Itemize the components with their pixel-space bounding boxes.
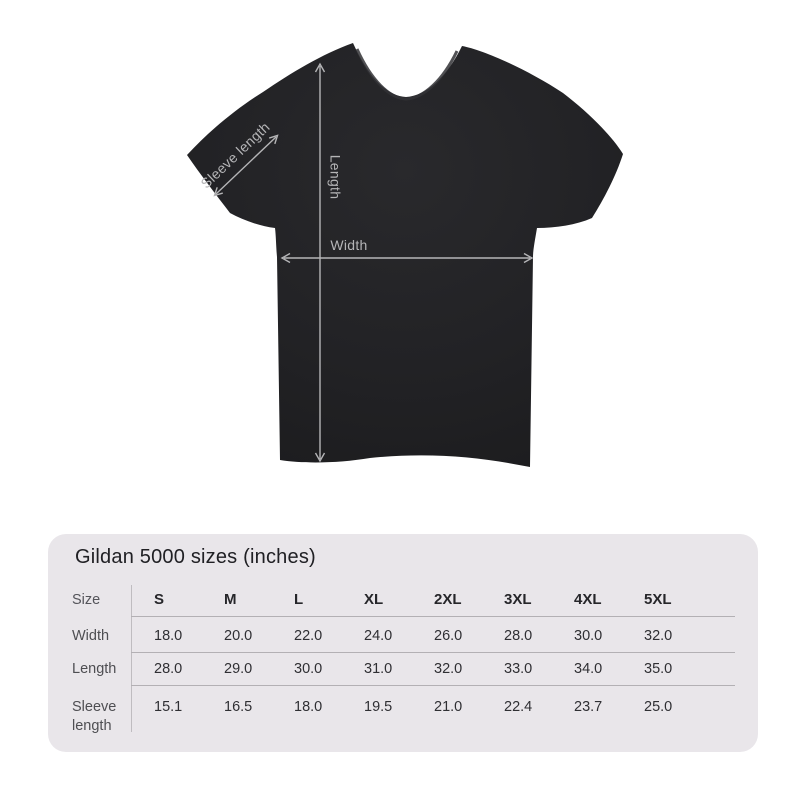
size-chart-panel — [48, 534, 758, 752]
sleeve-value: 19.5 — [364, 699, 393, 715]
row-divider — [131, 616, 735, 617]
size-col-header: 3XL — [504, 591, 532, 608]
length-value: 30.0 — [294, 661, 323, 677]
length-arrow-label: Length — [327, 154, 344, 200]
size-col-header: M — [224, 591, 237, 608]
tshirt-silhouette — [187, 43, 623, 467]
size-col-header: S — [154, 591, 165, 608]
size-col-header: 2XL — [434, 591, 462, 608]
row-label: Sleeve length — [72, 699, 117, 734]
sleeve-value: 22.4 — [504, 699, 533, 715]
sleeve-length-arrow-label: Sleeve length — [197, 118, 273, 192]
row-label: Length — [72, 661, 117, 677]
width-value: 22.0 — [294, 628, 323, 644]
sleeve-value: 18.0 — [294, 699, 323, 715]
width-value: 20.0 — [224, 628, 253, 644]
size-col-header: L — [294, 591, 304, 608]
width-value: 18.0 — [154, 628, 183, 644]
sleeve-value: 16.5 — [224, 699, 253, 715]
length-value: 34.0 — [574, 661, 603, 677]
size-col-header: XL — [364, 591, 384, 608]
length-value: 33.0 — [504, 661, 533, 677]
size-chart-title: Gildan 5000 sizes (inches) — [75, 546, 316, 568]
length-value: 31.0 — [364, 661, 393, 677]
size-col-header: 4XL — [574, 591, 602, 608]
sleeve-value: 25.0 — [644, 699, 673, 715]
table-row-width — [72, 627, 714, 646]
width-arrow-label: Width — [330, 237, 368, 253]
table-header-row — [72, 591, 714, 610]
row-divider — [131, 652, 735, 653]
width-value: 28.0 — [504, 628, 533, 644]
row-divider — [131, 685, 735, 686]
width-value: 30.0 — [574, 628, 603, 644]
width-value: 26.0 — [434, 628, 463, 644]
width-value: 24.0 — [364, 628, 393, 644]
row-label: Width — [72, 628, 110, 644]
sleeve-value: 21.0 — [434, 699, 463, 715]
sleeve-value: 23.7 — [574, 699, 603, 715]
length-value: 29.0 — [224, 661, 253, 677]
header-size-label: Size — [72, 592, 101, 608]
length-value: 35.0 — [644, 661, 673, 677]
sleeve-value: 15.1 — [154, 699, 183, 715]
size-col-header: 5XL — [644, 591, 672, 608]
length-value: 32.0 — [434, 661, 463, 677]
table-row-length — [72, 660, 714, 679]
width-value: 32.0 — [644, 628, 673, 644]
table-row-sleeve-length — [72, 698, 714, 736]
length-value: 28.0 — [154, 661, 183, 677]
